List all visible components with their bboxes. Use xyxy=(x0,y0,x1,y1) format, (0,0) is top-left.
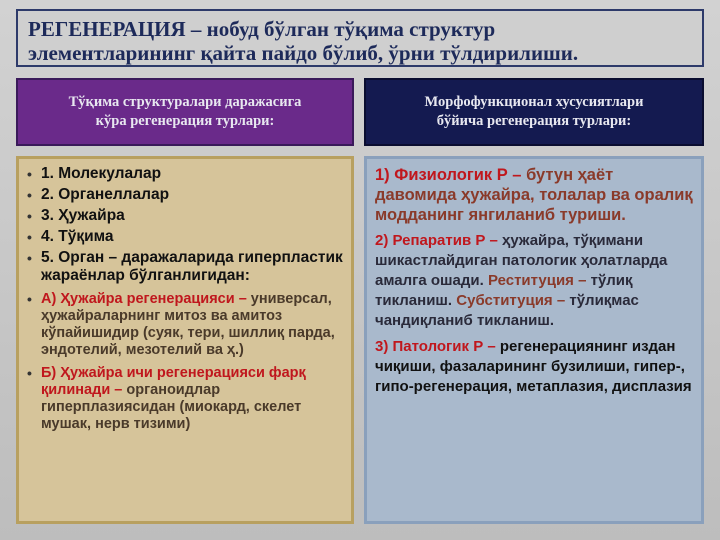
list-item: • 5. Орган – даражаларида гиперпластик жараёнлар бўлганлигидан: xyxy=(27,249,343,284)
levels-list xyxy=(27,165,343,433)
physiological-heading: 1) Физиологик Р – xyxy=(375,166,522,184)
bullet-icon: • xyxy=(27,365,32,381)
list-item: • 3. Ҳужайра xyxy=(27,207,125,224)
list-item: • 4. Тўқима xyxy=(27,228,114,245)
list-item: • 1. Молекулалар xyxy=(27,165,162,182)
cell-regeneration-heading: А) Ҳужайра регенерацияси – xyxy=(41,291,247,307)
list-item-cell-regeneration xyxy=(27,291,343,359)
bullet-icon: • xyxy=(27,250,32,266)
reparative-regeneration xyxy=(375,231,693,331)
header-right-line-2: бўйича регенерация турлари: xyxy=(436,113,632,129)
bullet-icon: • xyxy=(27,229,32,245)
title-line-1: РЕГЕНЕРАЦИЯ – нобуд бўлган тўқима структур xyxy=(28,17,496,41)
title-box xyxy=(16,9,704,67)
pathological-text: регенерациянинг издан чиқиши, фазаларининг бузилиши, гипер-, гипо-регенерация, метаплазия, дисплазия xyxy=(375,338,692,395)
physiological-text: бутун ҳаёт давомида ҳужайра, толалар ва оралиқ модданинг янгиланиб туриши. xyxy=(375,166,693,224)
reparative-heading: 2) Репаратив Р – xyxy=(375,232,498,249)
pathological-regeneration xyxy=(375,337,693,397)
header-right-line-1: Морфофункционал хусусиятлари xyxy=(424,94,644,110)
pathological-heading: 3) Патологик Р – xyxy=(375,338,496,355)
cell-regeneration-text: универсал, ҳужайраларнинг митоз ва амитоз кўпайишидир (суяк, тери, шиллиқ парда, эндотелий, мезотелий ва ҳ.) xyxy=(41,291,335,358)
bullet-icon: • xyxy=(27,208,32,224)
title-line-2: элементларининг қайта пайдо бўлиб, ўрни тўлдирилиши. xyxy=(28,41,579,65)
intracellular-regeneration-text: органоидлар гиперплазиясидан (миокард, скелет мушак, нерв тизими) xyxy=(41,382,302,432)
reparative-text: ҳужайра, тўқимани шикастлайдиган патологик ҳолатларда амалга ошади. xyxy=(375,232,668,289)
list-item-intracellular-regeneration xyxy=(27,365,343,433)
header-morphofunctional xyxy=(364,78,704,146)
intracellular-regeneration-heading: Б) Ҳужайра ичи регенерацияси фарқ қилинади – xyxy=(41,365,306,398)
page-title xyxy=(28,17,692,65)
header-left-line-1: Тўқима структуралари даражасига xyxy=(68,94,302,110)
restitution-text: тўлиқ тикланиш. xyxy=(375,272,633,309)
substitution-text: тўлиқмас чандиқланиб тикланиш. xyxy=(375,292,639,329)
left-panel xyxy=(16,156,354,524)
restitution-label: Реституция – xyxy=(487,272,587,289)
right-panel xyxy=(364,156,704,524)
header-structural-levels xyxy=(16,78,354,146)
bullet-icon: • xyxy=(27,187,32,203)
physiological-regeneration xyxy=(375,165,693,225)
bullet-icon: • xyxy=(27,166,32,182)
bullet-icon: • xyxy=(27,291,32,307)
header-left-line-2: кўра регенерация турлари: xyxy=(95,113,275,129)
substitution-label: Субституция – xyxy=(456,292,566,309)
list-item: • 2. Органеллалар xyxy=(27,186,170,203)
